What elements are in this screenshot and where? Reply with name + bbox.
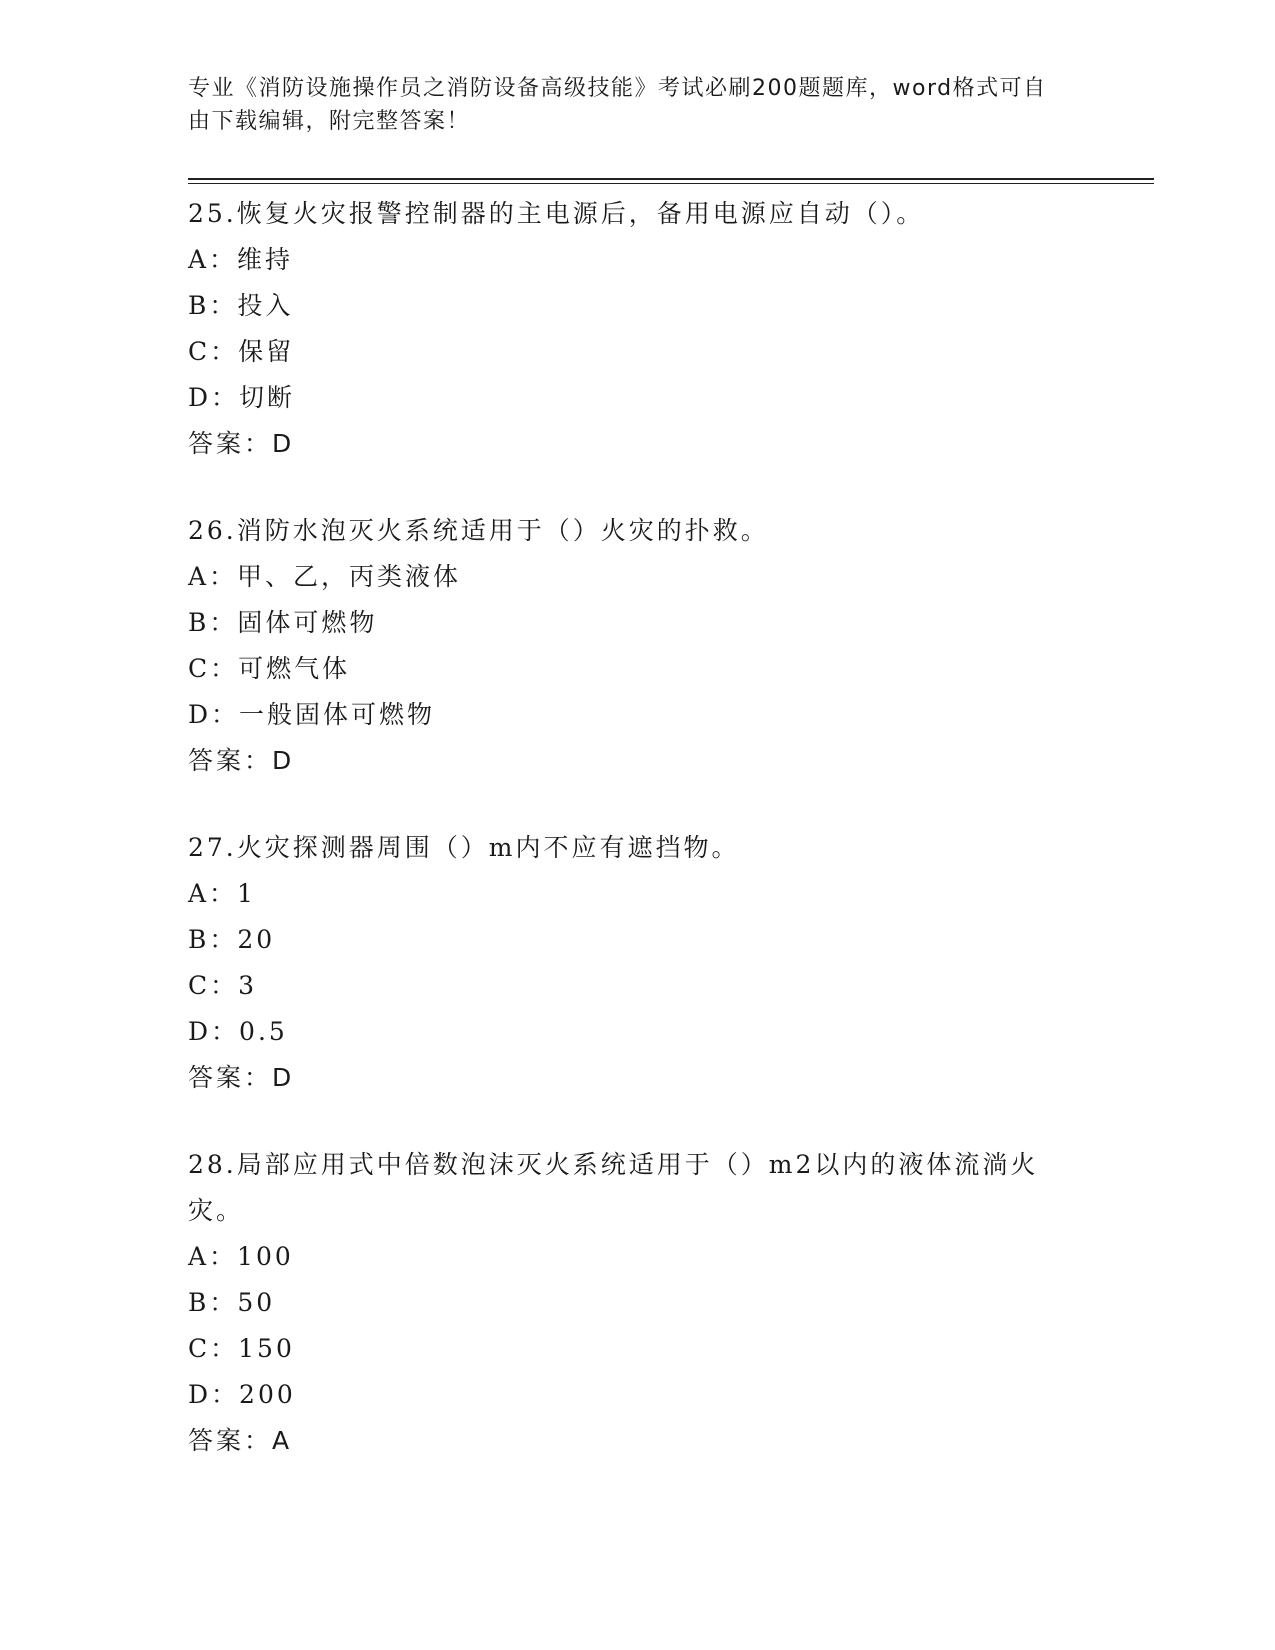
option-c: C：150 xyxy=(188,1334,295,1363)
header-divider-thin xyxy=(188,183,1154,184)
question-spacer xyxy=(188,1101,1108,1141)
option-a: A：1 xyxy=(188,879,256,908)
option-a: A：甲、乙，丙类液体 xyxy=(188,562,462,591)
question-27 xyxy=(188,824,1108,1101)
option-c: C：保留 xyxy=(188,337,295,366)
option-a: A：100 xyxy=(188,1242,294,1271)
option-c: C：可燃气体 xyxy=(188,654,351,683)
question-stem: 26.消防水泡灭火系统适用于（）火灾的扑救。 xyxy=(188,516,769,545)
option-d: D：切断 xyxy=(188,383,296,412)
question-spacer xyxy=(188,784,1108,824)
option-d: D：一般固体可燃物 xyxy=(188,700,436,729)
header-divider-thick xyxy=(188,178,1154,180)
question-stem: 27.火灾探测器周围（）m内不应有遮挡物。 xyxy=(188,833,740,862)
answer: 答案：D xyxy=(188,746,295,775)
question-stem: 25.恢复火灾报警控制器的主电源后，备用电源应自动（）。 xyxy=(188,199,925,228)
option-a: A：维持 xyxy=(188,245,294,274)
option-b: B：50 xyxy=(188,1288,276,1317)
question-list xyxy=(188,190,1108,1464)
answer: 答案：A xyxy=(188,1426,293,1455)
option-d: D：0.5 xyxy=(188,1017,288,1046)
question-26 xyxy=(188,507,1108,784)
document-header xyxy=(188,72,1068,138)
answer: 答案：D xyxy=(188,429,295,458)
question-stem: 28.局部应用式中倍数泡沫灭火系统适用于（）m2以内的液体流淌火灾。 xyxy=(188,1150,1039,1225)
header-title: 专业《消防设施操作员之消防设备高级技能》考试必刷200题题库，word格式可自由下载编辑，附完整答案！ xyxy=(188,76,1047,134)
answer: 答案：D xyxy=(188,1063,295,1092)
question-25 xyxy=(188,190,1108,467)
question-spacer xyxy=(188,467,1108,507)
option-b: B：20 xyxy=(188,925,276,954)
question-28 xyxy=(188,1141,1108,1464)
option-c: C：3 xyxy=(188,971,258,1000)
option-b: B：固体可燃物 xyxy=(188,608,378,637)
option-d: D：200 xyxy=(188,1380,296,1409)
option-b: B：投入 xyxy=(188,291,294,320)
